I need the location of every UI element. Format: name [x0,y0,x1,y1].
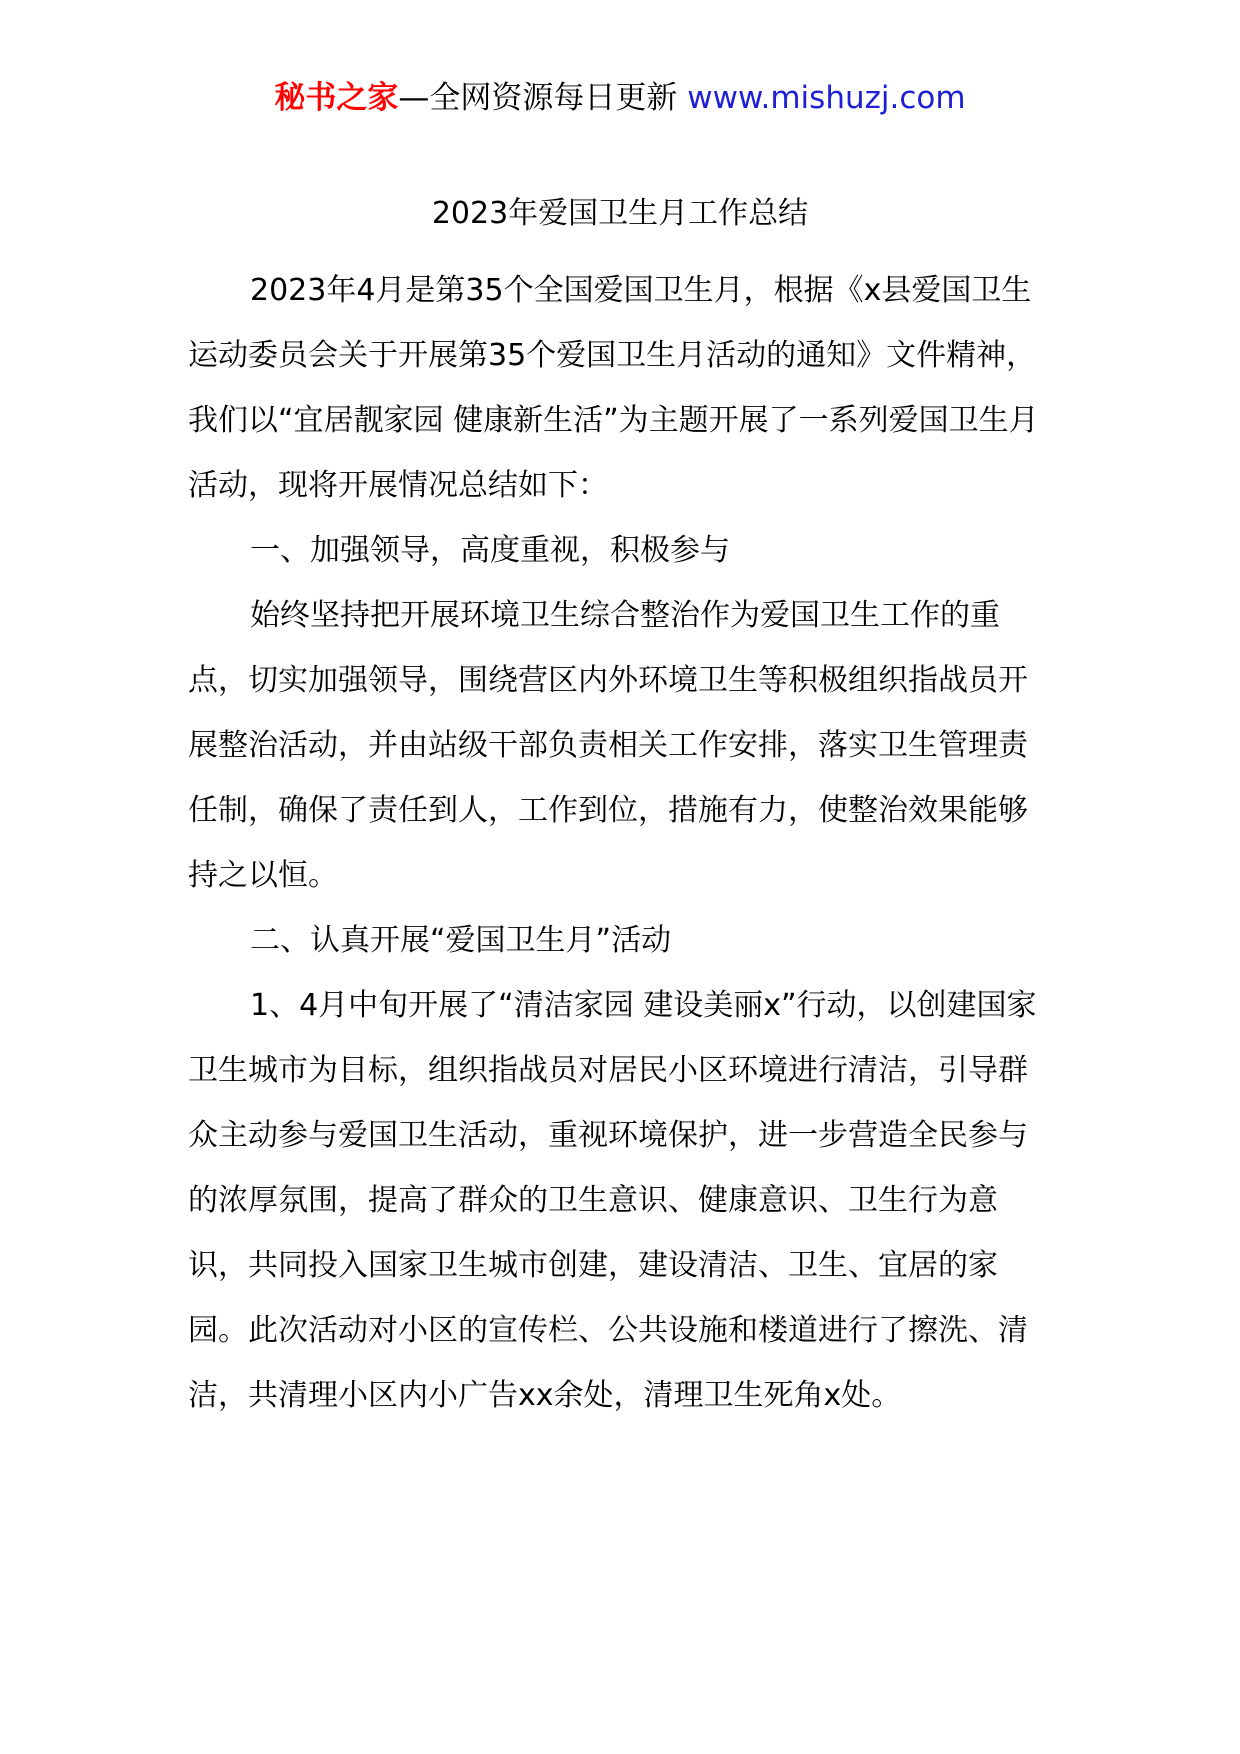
paragraph-intro: 2023年4月是第35个全国爱国卫生月，根据《x县爱国卫生运动委员会关于开展第35个爱国卫生月活动的通知》文件精神，我们以“宜居靓家园 健康新生活”为主题开展了一系列爱国卫生月活动，现将开展情况总结如下： [188,273,1039,503]
section-heading-1: 一、加强领导，高度重视，积极参与 [250,533,730,568]
site-url: www.mishuzj.com [687,80,966,116]
paragraph-section-2-item-1: 1、4月中旬开展了“清洁家园 建设美丽x”行动，以创建国家卫生城市为目标，组织指战员对居民小区环境进行清洁，引导群众主动参与爱国卫生活动，重视环境保护，进一步营造全民参与的浓厚氛围，提高了群众的卫生意识、健康意识、卫生行为意识，共同投入国家卫生城市创建，建设清洁、卫生、宜居的家园。此次活动对小区的宣传栏、公共设施和楼道进行了擦洗、清洁，共清理小区内小广告xx余处，清理卫生死角x处。 [188,988,1037,1413]
section-heading-2: 二、认真开展“爱国卫生月”活动 [250,923,672,958]
site-header [0,78,1240,118]
site-brand: 秘书之家 [274,80,399,116]
document-body [188,258,1052,1428]
site-slogan: —全网资源每日更新 [398,80,678,116]
paragraph-section-1: 始终坚持把开展环境卫生综合整治作为爱国卫生工作的重点，切实加强领导，围绕营区内外环境卫生等积极组织指战员开展整治活动，并由站级干部负责相关工作安排，落实卫生管理责任制，确保了责任到人，工作到位，措施有力，使整治效果能够持之以恒。 [188,598,1028,893]
document-title: 2023年爱国卫生月工作总结 [431,196,809,231]
